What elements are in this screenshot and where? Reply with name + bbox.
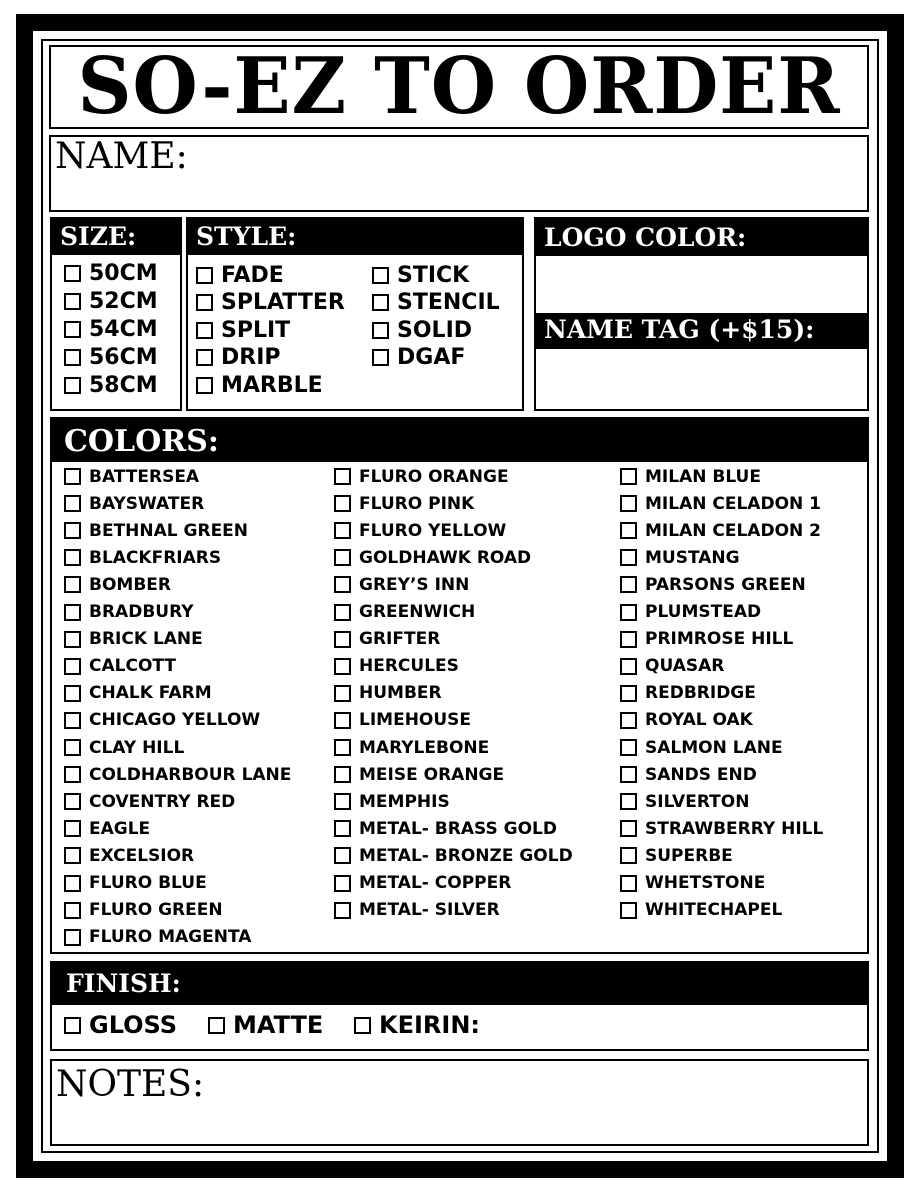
color-option-label: BAYSWATER [89,493,205,514]
color-option-label: CHALK FARM [89,683,212,704]
color-checkbox[interactable] [64,604,81,621]
color-option-label: METAL- SILVER [359,900,500,921]
color-option-marylebone[interactable] [334,734,489,761]
title-box [49,45,869,129]
color-checkbox[interactable] [64,468,81,485]
name-tag-header [536,313,867,349]
logo-color-label: LOGO COLOR: [544,223,747,252]
color-option-fluro-green[interactable] [64,897,223,924]
color-option-milan-celadon-1[interactable] [620,490,821,517]
color-checkbox[interactable] [620,604,637,621]
logo-color-section [534,217,869,411]
color-checkbox[interactable] [334,495,351,512]
color-option-bayswater[interactable] [64,490,204,517]
color-option-label: MILAN CELADON 2 [645,520,821,541]
color-option-label: FLURO GREEN [89,900,223,921]
color-checkbox[interactable] [64,658,81,675]
color-option-label: BETHNAL GREEN [89,520,249,541]
finish-option-matte[interactable] [208,1011,323,1039]
color-option-memphis[interactable] [334,788,450,815]
color-option-strawberry-hill[interactable] [620,815,823,842]
color-option-label: BLACKFRIARS [89,547,222,568]
color-checkbox[interactable] [334,631,351,648]
style-checkbox[interactable] [372,322,389,339]
color-checkbox[interactable] [620,766,637,783]
color-checkbox[interactable] [64,902,81,919]
color-option-label: SALMON LANE [645,737,783,758]
color-option-calcott[interactable] [64,653,176,680]
color-option-excelsior[interactable] [64,842,194,869]
color-option-grifter[interactable] [334,626,440,653]
color-checkbox[interactable] [620,875,637,892]
size-checkbox[interactable] [64,293,81,310]
color-option-label: FLURO MAGENTA [89,927,252,948]
color-option-label: QUASAR [645,656,725,677]
style-checkbox[interactable] [196,294,213,311]
color-option-label: BRADBURY [89,602,194,622]
colors-section [50,417,869,954]
size-checkbox[interactable] [64,265,81,282]
finish-checkbox[interactable] [64,1017,81,1034]
color-checkbox[interactable] [334,902,351,919]
size-option-label: 58CM [89,372,158,398]
color-checkbox[interactable] [334,875,351,892]
color-checkbox[interactable] [64,793,81,810]
color-option-label: CALCOTT [89,656,176,677]
color-checkbox[interactable] [64,847,81,864]
color-option-coventry-red[interactable] [64,788,235,815]
color-option-label: HUMBER [359,683,442,704]
size-section [50,217,182,411]
finish-option-label: MATTE [233,1011,324,1039]
color-option-label: FLURO BLUE [89,873,207,893]
color-option-label: SILVERTON [645,791,750,812]
color-checkbox[interactable] [620,468,637,485]
style-checkbox[interactable] [372,294,389,311]
style-checkbox[interactable] [372,349,389,366]
color-checkbox[interactable] [64,929,81,946]
finish-header [52,963,867,1005]
color-option-label: BATTERSEA [89,466,200,487]
color-checkbox[interactable] [64,576,81,593]
color-option-label: FLURO PINK [359,493,475,514]
color-checkbox[interactable] [64,549,81,566]
color-option-label: METAL- BRASS GOLD [359,818,557,839]
style-option-label: STICK [397,262,470,288]
style-label: STYLE: [196,222,297,251]
color-checkbox[interactable] [620,685,637,702]
colors-label: COLORS: [64,424,219,459]
color-option-label: COVENTRY RED [89,791,236,812]
color-checkbox[interactable] [64,820,81,837]
page-title: SO-EZ TO ORDER [77,45,841,129]
color-checkbox[interactable] [334,685,351,702]
color-option-brick-lane[interactable] [64,626,203,653]
style-option-label: MARBLE [221,372,323,398]
name-field[interactable] [49,135,869,212]
name-tag-field[interactable] [536,349,867,409]
logo-color-field[interactable] [536,256,867,311]
color-option-sands-end[interactable] [620,761,757,788]
color-checkbox[interactable] [334,793,351,810]
color-option-greenwich[interactable] [334,599,475,626]
color-option-bradbury[interactable] [64,599,194,626]
style-option-stencil[interactable] [372,289,500,317]
color-option-quasar[interactable] [620,653,724,680]
color-option-bomber[interactable] [64,571,171,598]
color-option-label: MILAN CELADON 1 [645,493,821,514]
size-option-54cm[interactable] [64,315,158,343]
size-checkbox[interactable] [64,349,81,366]
finish-option-gloss[interactable] [64,1011,177,1039]
color-checkbox[interactable] [64,712,81,729]
color-option-label: GREENWICH [359,602,476,622]
color-option-blackfriars[interactable] [64,544,221,571]
size-option-58cm[interactable] [64,371,158,399]
color-option-label: LIMEHOUSE [359,710,472,731]
size-header [52,219,180,255]
style-option-label: SPLATTER [221,290,345,315]
color-option-label: COLDHARBOUR LANE [89,764,292,785]
color-checkbox[interactable] [620,631,637,648]
color-option-label: SANDS END [645,764,757,785]
color-option-metal-silver[interactable] [334,897,500,924]
color-option-label: WHITECHAPEL [645,900,783,921]
color-checkbox[interactable] [64,875,81,892]
color-checkbox[interactable] [620,522,637,539]
style-option-split[interactable] [196,316,290,344]
style-option-fade[interactable] [196,261,284,289]
color-option-goldhawk-road[interactable] [334,544,531,571]
finish-option-label: KEIRIN: [379,1011,481,1039]
color-option-label: EAGLE [89,818,151,839]
color-option-bethnal-green[interactable] [64,517,248,544]
color-option-milan-celadon-2[interactable] [620,517,821,544]
color-option-chalk-farm[interactable] [64,680,212,707]
color-checkbox[interactable] [620,549,637,566]
color-option-limehouse[interactable] [334,707,471,734]
color-checkbox[interactable] [620,820,637,837]
style-option-label: SOLID [397,317,473,343]
logo-color-header [536,219,867,256]
style-option-splatter[interactable] [196,289,345,317]
color-checkbox[interactable] [334,712,351,729]
color-option-label: BRICK LANE [89,629,203,650]
notes-label: NOTES: [56,1064,205,1105]
color-checkbox[interactable] [334,576,351,593]
style-section [186,217,524,411]
size-checkbox[interactable] [64,321,81,338]
finish-label: FINISH: [66,969,181,998]
color-option-hercules[interactable] [334,653,459,680]
name-tag-label: NAME TAG (+$15): [544,315,815,344]
color-option-label: CHICAGO YELLOW [89,710,261,731]
style-checkbox[interactable] [196,349,213,366]
color-option-whitechapel[interactable] [620,897,782,924]
color-option-battersea[interactable] [64,463,199,490]
color-option-label: EXCELSIOR [89,845,195,866]
color-option-clay-hill[interactable] [64,734,184,761]
color-checkbox[interactable] [334,604,351,621]
color-option-label: WHETSTONE [645,873,766,893]
color-option-label: MUSTANG [645,547,740,568]
color-checkbox[interactable] [334,739,351,756]
color-option-eagle[interactable] [64,815,150,842]
color-option-fluro-magenta[interactable] [64,924,251,951]
color-checkbox[interactable] [64,631,81,648]
color-option-label: METAL- BRONZE GOLD [359,845,573,866]
color-option-label: PLUMSTEAD [645,602,762,622]
style-option-label: SPLIT [221,317,291,343]
size-option-50cm[interactable] [64,259,158,287]
color-option-label: METAL- COPPER [359,873,512,893]
color-checkbox[interactable] [620,847,637,864]
color-checkbox[interactable] [620,793,637,810]
color-option-label: HERCULES [359,656,459,677]
style-option-label: DRIP [221,345,281,370]
color-option-parsons-green[interactable] [620,571,806,598]
style-option-dgaf[interactable] [372,344,465,372]
color-option-label: REDBRIDGE [645,683,756,704]
style-option-label: FADE [221,262,284,288]
color-checkbox[interactable] [64,685,81,702]
size-option-52cm[interactable] [64,287,158,315]
color-option-metal-brass-gold[interactable] [334,815,557,842]
color-option-label: ROYAL OAK [645,710,753,731]
color-option-fluro-pink[interactable] [334,490,474,517]
color-option-label: FLURO YELLOW [359,520,507,541]
color-option-whetstone[interactable] [620,870,765,897]
color-option-coldharbour-lane[interactable] [64,761,291,788]
color-option-fluro-blue[interactable] [64,870,207,897]
color-checkbox[interactable] [620,576,637,593]
size-option-label: 54CM [89,316,158,342]
color-option-label: SUPERBE [645,845,733,866]
color-option-label: PRIMROSE HILL [645,629,794,650]
color-checkbox[interactable] [620,902,637,919]
color-checkbox[interactable] [334,468,351,485]
size-option-56cm[interactable] [64,343,158,371]
color-option-plumstead[interactable] [620,599,761,626]
color-option-label: GREY’S INN [359,574,470,595]
style-option-solid[interactable] [372,316,472,344]
color-checkbox[interactable] [334,549,351,566]
color-option-milan-blue[interactable] [620,463,761,490]
color-option-label: PARSONS GREEN [645,574,806,595]
color-option-label: FLURO ORANGE [359,466,509,487]
size-label: SIZE: [60,222,137,251]
color-checkbox[interactable] [64,495,81,512]
color-option-label: MARYLEBONE [359,737,490,758]
color-option-salmon-lane[interactable] [620,734,783,761]
colors-header [52,419,867,462]
color-option-fluro-yellow[interactable] [334,517,506,544]
color-option-metal-copper[interactable] [334,870,511,897]
color-checkbox[interactable] [334,847,351,864]
color-option-grey-s-inn[interactable] [334,571,469,598]
style-checkbox[interactable] [372,267,389,284]
color-checkbox[interactable] [334,766,351,783]
color-option-label: MEMPHIS [359,791,450,812]
finish-checkbox[interactable] [354,1017,371,1034]
style-option-label: DGAF [397,345,466,370]
size-checkbox[interactable] [64,377,81,394]
finish-option-label: GLOSS [89,1011,178,1039]
color-option-meise-orange[interactable] [334,761,504,788]
color-option-royal-oak[interactable] [620,707,753,734]
color-checkbox[interactable] [334,522,351,539]
style-checkbox[interactable] [196,322,213,339]
color-option-superbe[interactable] [620,842,733,869]
color-option-silverton[interactable] [620,788,749,815]
color-checkbox[interactable] [620,739,637,756]
style-option-stick[interactable] [372,261,469,289]
style-checkbox[interactable] [196,267,213,284]
notes-field[interactable] [50,1059,869,1146]
finish-checkbox[interactable] [208,1017,225,1034]
color-checkbox[interactable] [64,766,81,783]
color-checkbox[interactable] [620,658,637,675]
color-option-mustang[interactable] [620,544,740,571]
color-option-chicago-yellow[interactable] [64,707,260,734]
style-header [188,219,522,255]
color-checkbox[interactable] [620,495,637,512]
size-option-label: 52CM [89,288,158,314]
finish-section [50,961,869,1051]
size-option-label: 56CM [89,344,158,370]
color-option-label: MEISE ORANGE [359,764,505,785]
color-option-label: STRAWBERRY HILL [645,818,824,839]
color-option-humber[interactable] [334,680,442,707]
color-checkbox[interactable] [334,658,351,675]
color-checkbox[interactable] [64,739,81,756]
color-option-label: MILAN BLUE [645,466,761,487]
color-option-metal-bronze-gold[interactable] [334,842,573,869]
color-option-label: GOLDHAWK ROAD [359,547,532,568]
style-checkbox[interactable] [196,377,213,394]
color-option-label: GRIFTER [359,629,441,650]
color-option-label: CLAY HILL [89,737,185,758]
color-checkbox[interactable] [620,712,637,729]
style-option-drip[interactable] [196,344,281,372]
color-checkbox[interactable] [334,820,351,837]
color-option-primrose-hill[interactable] [620,626,793,653]
style-option-marble[interactable] [196,371,323,399]
name-label: NAME: [55,136,188,177]
color-option-label: BOMBER [89,574,171,595]
color-option-redbridge[interactable] [620,680,756,707]
color-option-fluro-orange[interactable] [334,463,509,490]
finish-option-keirin[interactable] [354,1011,480,1039]
style-option-label: STENCIL [397,290,500,315]
color-checkbox[interactable] [64,522,81,539]
size-option-label: 50CM [89,260,158,286]
